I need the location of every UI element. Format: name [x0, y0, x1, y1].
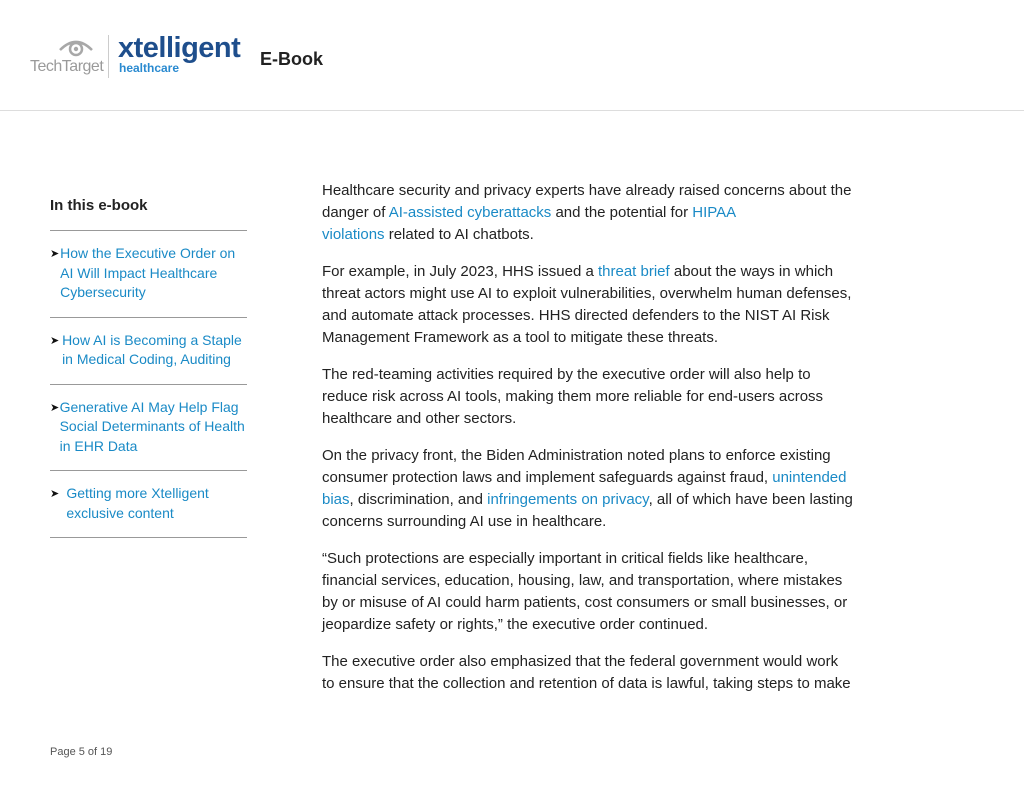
toc-link[interactable]: How the Executive Order on AI Will Impact Healthcare Cybersecurity [60, 245, 236, 300]
text-line [322, 548, 882, 570]
text-segment: concerns surrounding AI use in healthcare. [322, 513, 607, 530]
text-segment: by or misuse of AI could harm patients, cost consumers or small businesses, or [322, 594, 848, 611]
inline-link[interactable]: infringements on privacy [487, 491, 649, 508]
text-line [322, 224, 882, 246]
toc-link[interactable]: How AI is Becoming a Staple in Medical Coding, Auditing [62, 331, 242, 367]
text-line [322, 489, 882, 511]
text-segment: jeopardize safety or rights,” the executive order continued. [322, 616, 709, 633]
text-line [322, 305, 882, 327]
arrow-bullet-icon: ➤ [50, 248, 60, 260]
text-line [322, 283, 882, 305]
text-line [322, 364, 882, 386]
toc-title: In this e-book [50, 197, 148, 214]
text-segment: about the ways in which [669, 263, 834, 280]
text-line [322, 467, 882, 489]
text-segment: , discrimination, and [349, 491, 488, 508]
text-line [322, 651, 882, 673]
inline-link[interactable]: unintended [772, 469, 847, 486]
inline-link[interactable]: threat brief [597, 263, 670, 280]
inline-link[interactable]: AI-assisted cyberattacks [388, 204, 552, 221]
logo-divider [108, 35, 109, 78]
paragraph [322, 651, 882, 695]
text-line [322, 511, 882, 533]
text-segment: to ensure that the collection and retention of data is lawful, taking steps to make [322, 675, 851, 692]
text-segment: “Such protections are especially important in critical fields like healthcare, [322, 550, 809, 567]
text-segment: Management Framework as a tool to mitigate these threats. [322, 329, 719, 346]
divider [50, 537, 247, 538]
text-segment: financial services, education, housing, law, and transportation, where mistakes [322, 572, 843, 589]
paragraph [322, 548, 882, 636]
text-segment: The red-teaming activities required by the executive order will also help to [322, 366, 811, 383]
toc-item[interactable] [50, 318, 247, 384]
inline-link[interactable]: HIPAA [692, 204, 737, 221]
paragraph [322, 364, 882, 430]
text-segment: consumer protection laws and implement safeguards against fraud, [322, 469, 773, 486]
text-line [322, 408, 882, 430]
toc-item[interactable] [50, 385, 247, 471]
text-segment: and the potential for [551, 204, 693, 221]
arrow-bullet-icon: ➤ [50, 488, 60, 500]
text-segment: related to AI chatbots. [384, 226, 534, 243]
text-line [322, 592, 882, 614]
paragraph [322, 445, 882, 533]
text-segment: danger of [322, 204, 389, 221]
text-line [322, 570, 882, 592]
text-segment: The executive order also emphasized that the federal government would work [322, 653, 839, 670]
text-line [322, 327, 882, 349]
text-segment: threat actors might use AI to exploit vulnerabilities, overwhelm human defenses, [322, 285, 852, 302]
text-line [322, 261, 882, 283]
text-segment: , all of which have been lasting [648, 491, 853, 508]
document-type-label: E-Book [260, 49, 323, 69]
text-segment: Healthcare security and privacy experts have already raised concerns about the [322, 182, 852, 199]
text-segment: and automate attack processes. HHS directed defenders to the NIST AI Risk [322, 307, 830, 324]
article-body [322, 180, 882, 710]
text-segment: reduce risk across AI tools, making them more reliable for end-users across [322, 388, 824, 405]
arrow-bullet-icon: ➤ [50, 401, 60, 414]
toc-item[interactable] [50, 231, 247, 317]
text-segment: For example, in July 2023, HHS issued a [322, 263, 598, 280]
toc-item[interactable] [50, 471, 247, 537]
text-line [322, 180, 882, 202]
text-segment: healthcare and other sectors. [322, 410, 517, 427]
toc-link[interactable]: Getting more Xtelligent exclusive content [66, 485, 209, 521]
text-line [322, 673, 882, 695]
toc-link[interactable]: Generative AI May Help Flag Social Determinants of Health in EHR Data [59, 398, 245, 454]
techtarget-wordmark: TechTarget [30, 58, 104, 75]
techtarget-logo [30, 38, 102, 78]
inline-link[interactable]: violations [322, 226, 385, 243]
text-line [322, 202, 882, 224]
paragraph [322, 261, 882, 349]
page-header [0, 0, 1024, 111]
text-line [322, 386, 882, 408]
text-segment: On the privacy front, the Biden Administration noted plans to enforce existing [322, 447, 831, 464]
page-number: Page 5 of 19 [50, 746, 113, 758]
text-line [322, 614, 882, 636]
table-of-contents [50, 197, 247, 538]
healthcare-wordmark: healthcare [119, 61, 180, 75]
eye-icon [58, 38, 94, 58]
arrow-bullet-icon: ➤ [50, 334, 60, 347]
text-line [322, 445, 882, 467]
paragraph [322, 180, 882, 246]
xtelligent-wordmark: xtelligent [118, 32, 241, 64]
inline-link[interactable]: bias [322, 491, 350, 508]
